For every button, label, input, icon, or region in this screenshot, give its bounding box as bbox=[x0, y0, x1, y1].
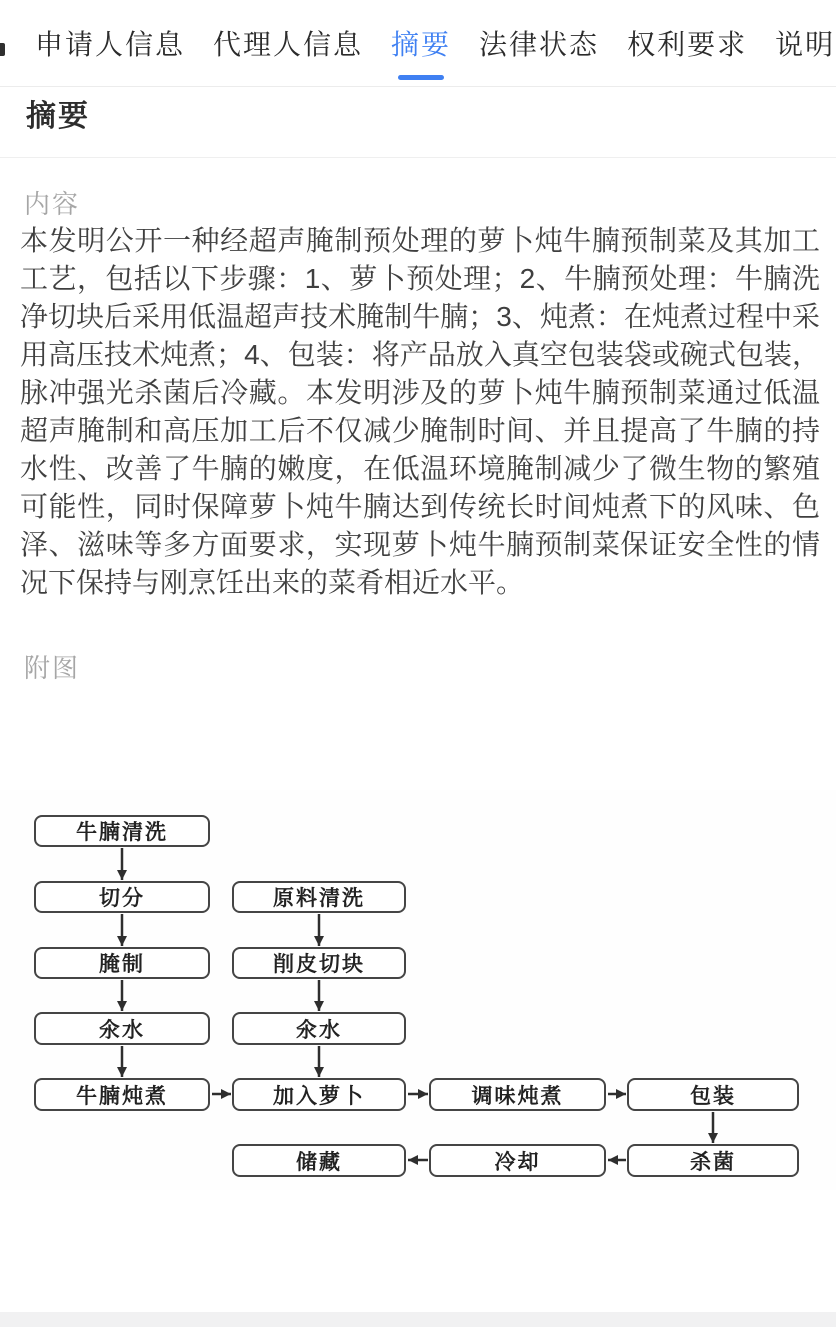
flow-node-peel-cut: 削皮切块 bbox=[232, 947, 406, 979]
tab-applicant-info[interactable]: 申请人信息 bbox=[35, 29, 186, 60]
tab-bar bbox=[0, 0, 836, 87]
bottom-strip bbox=[0, 1312, 836, 1327]
clipped-previous-tab[interactable] bbox=[0, 43, 5, 56]
figure-label: 附图 bbox=[24, 653, 81, 683]
flow-node-storage: 储藏 bbox=[232, 1144, 406, 1177]
abstract-text: 本发明公开一种经超声腌制预处理的萝卜炖牛腩预制菜及其加工工艺，包括以下步骤：1、萝卜预处理；2、牛腩预处理：牛腩洗净切块后采用低温超声技术腌制牛腩；3、炖煮：在炖煮过程中采用高压技术炖煮；4、包装：将产品放入真空包装袋或碗式包装，脉冲强光杀菌后冷藏。本发明涉及的萝卜炖牛腩预制菜通过低温超声腌制和高压加工后不仅减少腌制时间、并且提高了牛腩的持水性、改善了牛腩的嫩度，在低温环境腌制减少了微生物的繁殖可能性，同时保障萝卜炖牛腩达到传统长时间炖煮下的风味、色泽、滋味等多方面要求，实现萝卜炖牛腩预制菜保证安全性的情况下保持与刚烹饪出来的菜肴相近水平。 bbox=[20, 225, 820, 598]
content-label: 内容 bbox=[24, 189, 81, 219]
flowchart-arrows bbox=[0, 790, 836, 1190]
tab-agent-info[interactable]: 代理人信息 bbox=[213, 29, 364, 60]
flow-node-add-radish: 加入萝卜 bbox=[232, 1078, 406, 1111]
flow-node-season-stew: 调味炖煮 bbox=[429, 1078, 606, 1111]
process-flowchart-figure bbox=[0, 790, 836, 1190]
flow-node-beef-wash: 牛腩清洗 bbox=[34, 815, 210, 847]
flow-node-blanch-radish: 氽水 bbox=[232, 1012, 406, 1045]
flow-node-packaging: 包装 bbox=[627, 1078, 799, 1111]
header-divider bbox=[0, 157, 836, 158]
page-title: 摘要 bbox=[26, 100, 90, 133]
flow-node-raw-wash: 原料清洗 bbox=[232, 881, 406, 913]
flow-node-cutting: 切分 bbox=[34, 881, 210, 913]
tab-legal-status[interactable]: 法律状态 bbox=[479, 29, 600, 60]
tab-claims[interactable]: 权利要求 bbox=[627, 29, 748, 60]
tab-description[interactable]: 说明 bbox=[775, 29, 836, 60]
flow-node-marinate: 腌制 bbox=[34, 947, 210, 979]
flow-node-beef-stew: 牛腩炖煮 bbox=[34, 1078, 210, 1111]
flow-node-blanch-beef: 氽水 bbox=[34, 1012, 210, 1045]
flow-node-sterilize: 杀菌 bbox=[627, 1144, 799, 1177]
flow-node-cooling: 冷却 bbox=[429, 1144, 606, 1177]
tab-abstract[interactable]: 摘要 bbox=[391, 0, 451, 86]
